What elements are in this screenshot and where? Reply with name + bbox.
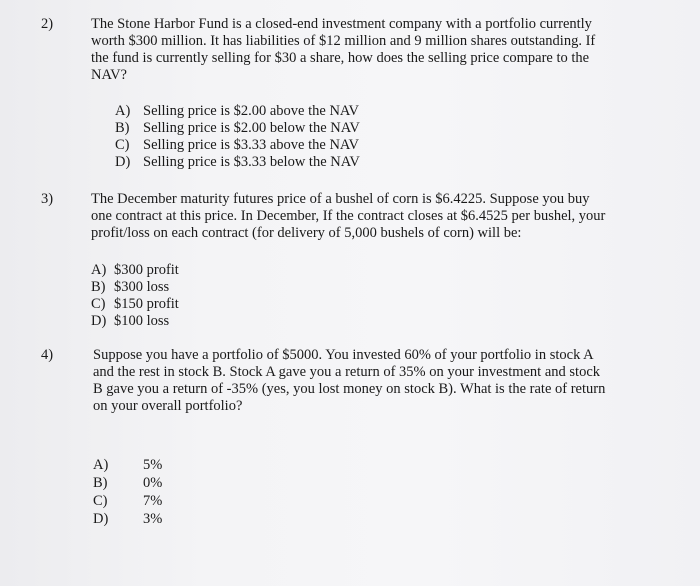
answer-option-a[interactable] <box>91 262 179 279</box>
question-2-stem-line: the fund is currently selling for $30 a share, how does the selling price compare to the <box>91 50 590 66</box>
option-letter: A) <box>91 262 107 278</box>
answer-option-d[interactable] <box>93 511 162 528</box>
answer-option-c[interactable] <box>115 137 359 154</box>
option-letter: B) <box>91 279 106 295</box>
question-4-stem-line: Suppose you have a portfolio of $5000. You invested 60% of your portfolio in stock A <box>93 347 594 363</box>
option-text: $150 profit <box>114 296 179 312</box>
answer-option-d[interactable] <box>115 154 360 171</box>
option-text: $300 profit <box>114 262 179 278</box>
question-3-stem-line: The December maturity futures price of a bushel of corn is $6.4225. Suppose you buy <box>91 191 590 207</box>
option-text: 5% <box>143 457 163 473</box>
question-3-number: 3) <box>41 191 54 207</box>
option-text: $100 loss <box>114 313 170 329</box>
question-3-stem-line: one contract at this price. In December, If the contract closes at $6.4525 per bushel, your <box>91 208 606 224</box>
question-4-number: 4) <box>41 347 54 363</box>
question-2-stem-line: worth $300 million. It has liabilities of $12 million and 9 million shares outstanding. If <box>91 33 596 49</box>
question-2-stem-line: NAV? <box>91 67 127 83</box>
option-letter: C) <box>93 493 108 509</box>
question-4-stem-line: on your overall portfolio? <box>93 398 243 414</box>
option-text: Selling price is $3.33 below the NAV <box>143 154 360 170</box>
option-text: Selling price is $3.33 above the NAV <box>143 137 359 153</box>
question-2-stem-line: The Stone Harbor Fund is a closed-end investment company with a portfolio currently <box>91 16 592 32</box>
answer-option-b[interactable] <box>115 120 360 137</box>
option-letter: C) <box>115 137 130 153</box>
question-4-stem-line: B gave you a return of -35% (yes, you lost money on stock B). What is the rate of return <box>93 381 606 397</box>
answer-option-c[interactable] <box>91 296 179 313</box>
option-letter: B) <box>93 475 108 491</box>
option-letter: A) <box>115 103 131 119</box>
option-text: Selling price is $2.00 below the NAV <box>143 120 360 136</box>
option-text: 3% <box>143 511 163 527</box>
option-text: $300 loss <box>114 279 170 295</box>
question-2-number: 2) <box>41 16 54 32</box>
option-text: Selling price is $2.00 above the NAV <box>143 103 359 119</box>
option-text: 0% <box>143 475 163 491</box>
answer-option-c[interactable] <box>93 493 162 510</box>
option-letter: A) <box>93 457 109 473</box>
option-text: 7% <box>143 493 163 509</box>
question-4-stem-line: and the rest in stock B. Stock A gave you a return of 35% on your investment and stock <box>93 364 601 380</box>
answer-option-d[interactable] <box>91 313 169 330</box>
question-3-stem-line: profit/loss on each contract (for delivery of 5,000 bushels of corn) will be: <box>91 225 522 241</box>
option-letter: B) <box>115 120 130 136</box>
answer-option-a[interactable] <box>115 103 359 120</box>
option-letter: D) <box>91 313 107 329</box>
option-letter: C) <box>91 296 106 312</box>
option-letter: D) <box>93 511 109 527</box>
answer-option-b[interactable] <box>91 279 169 296</box>
answer-option-b[interactable] <box>93 475 162 492</box>
option-letter: D) <box>115 154 131 170</box>
answer-option-a[interactable] <box>93 457 162 474</box>
